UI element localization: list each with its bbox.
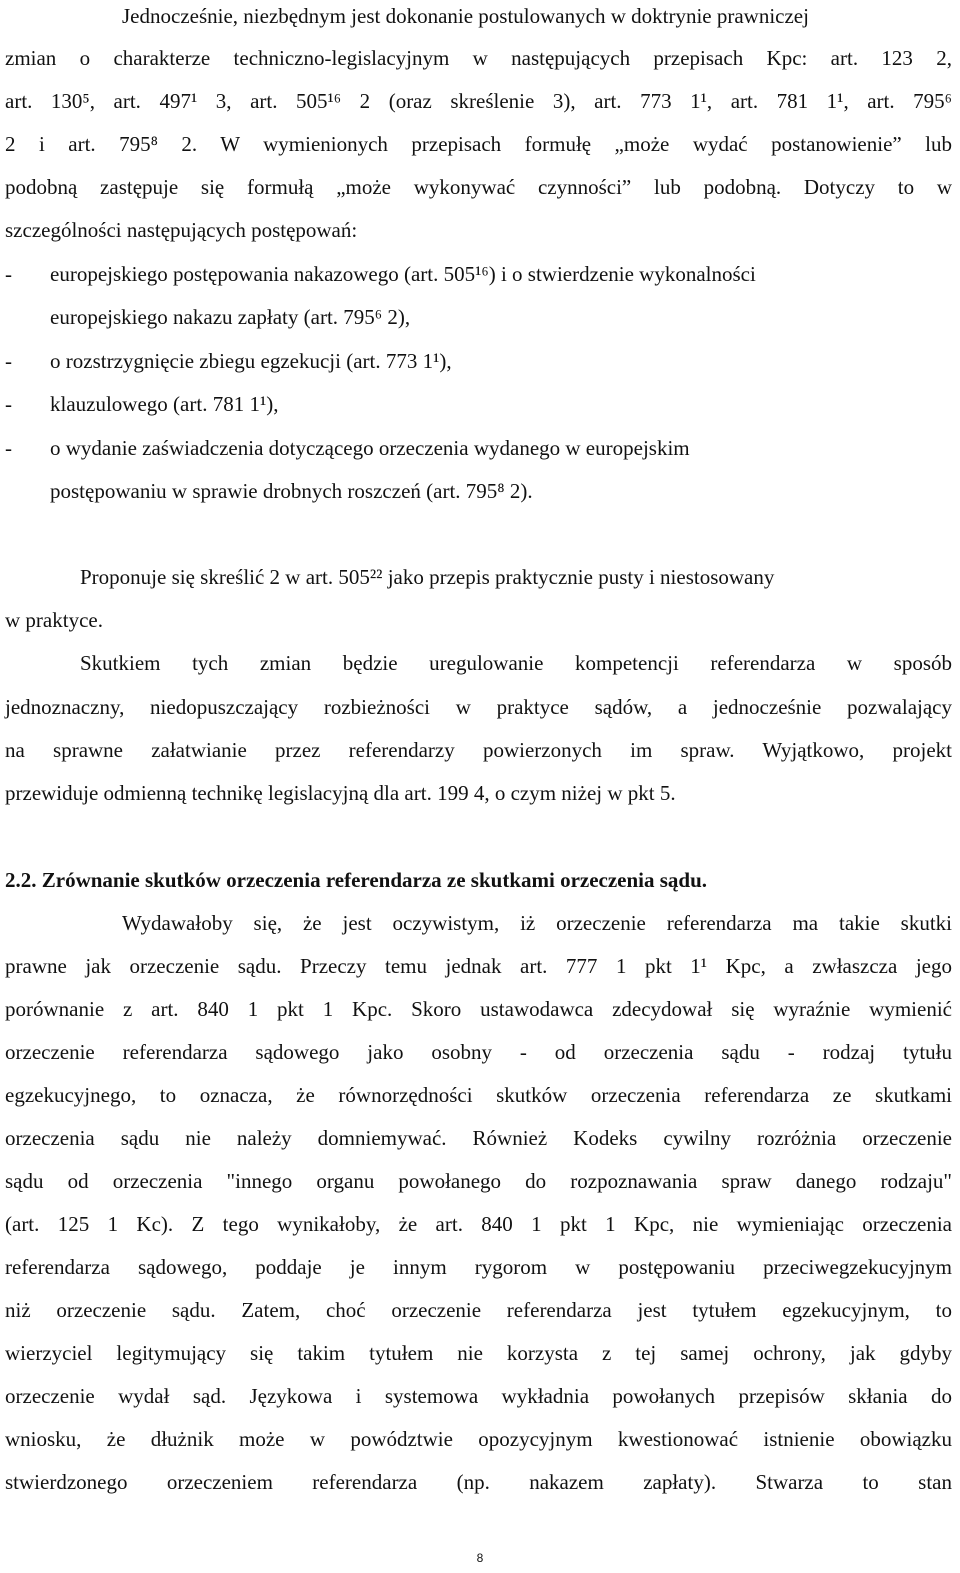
list-item-continuation: europejskiego nakazu zapłaty (art. 795⁶ 2), xyxy=(50,305,411,329)
paragraph-line: egzekucyjnego, to oznacza, że równorzędności skutków orzeczenia referendarza ze skutkami xyxy=(5,1083,952,1107)
paragraph-line: Wydawałoby się, że jest oczywistym, iż orzeczenie referendarza ma takie skutki xyxy=(122,911,952,935)
list-dash: - xyxy=(5,392,12,416)
list-item xyxy=(5,349,952,373)
paragraph-line: zmian o charakterze techniczno-legislacyjnym w następujących przepisach Kpc: art. 123 2, xyxy=(5,46,952,70)
list-item-text: europejskiego postępowania nakazowego (art. 505¹⁶) i o stwierdzenie wykonalności xyxy=(50,262,756,286)
paragraph-line: niż orzeczenie sądu. Zatem, choć orzeczenie referendarza jest tytułem egzekucyjnym, to xyxy=(5,1298,952,1322)
paragraph-line: przewiduje odmienną technikę legislacyjną dla art. 199 4, o czym niżej w pkt 5. xyxy=(5,781,676,805)
paragraph-line: (art. 125 1 Kc). Z tego wynikałoby, że art. 840 1 pkt 1 Kpc, nie wymieniając orzeczenia xyxy=(5,1212,952,1236)
list-item-text: klauzulowego (art. 781 1¹), xyxy=(50,392,279,416)
list-item xyxy=(5,262,952,286)
paragraph-line: szczególności następujących postępowań: xyxy=(5,218,358,242)
paragraph-line: orzeczenia sądu nie należy domniemywać. Również Kodeks cywilny rozróżnia orzeczenie xyxy=(5,1126,952,1150)
list-item-text: o wydanie zaświadczenia dotyczącego orzeczenia wydanego w europejskim xyxy=(50,436,690,460)
paragraph-line: wierzyciel legitymujący się takim tytułem nie korzysta z tej samej ochrony, jak gdyby xyxy=(5,1341,952,1365)
paragraph-line: prawne jak orzeczenie sądu. Przeczy temu jednak art. 777 1 pkt 1¹ Kpc, a zwłaszcza jego xyxy=(5,954,952,978)
list-dash: - xyxy=(5,436,12,460)
paragraph-line: wniosku, że dłużnik może w powództwie opozycyjnym kwestionować istnienie obowiązku xyxy=(5,1427,952,1451)
paragraph-line: stwierdzonego orzeczeniem referendarza (np. nakazem zapłaty). Stwarza to stan xyxy=(5,1470,952,1494)
list-item-continuation: postępowaniu w sprawie drobnych roszczeń (art. 795⁸ 2). xyxy=(50,479,533,503)
paragraph-line: orzeczenie wydał sąd. Językowa i systemowa wykładnia powołanych przepisów skłania do xyxy=(5,1384,952,1408)
section-heading: 2.2. Zrównanie skutków orzeczenia referendarza ze skutkami orzeczenia sądu. xyxy=(5,868,708,892)
paragraph-line: referendarza sądowego, poddaje je innym rygorom w postępowaniu przeciwegzekucyjnym xyxy=(5,1255,952,1279)
list-item-text: o rozstrzygnięcie zbiegu egzekucji (art. 773 1¹), xyxy=(50,349,452,373)
paragraph-line: sądu od orzeczenia "innego organu powołanego do rozpoznawania spraw danego rodzaju" xyxy=(5,1169,952,1193)
paragraph-line: podobną zastępuje się formułą „może wykonywać czynności” lub podobną. Dotyczy to w xyxy=(5,175,952,199)
paragraph-line: na sprawne załatwianie przez referendarzy powierzonych im spraw. Wyjątkowo, projekt xyxy=(5,738,952,762)
paragraph-line: jednoznaczny, niedopuszczający rozbieżności w praktyce sądów, a jednocześnie pozwalający xyxy=(5,695,952,719)
list-item xyxy=(5,392,952,416)
paragraph-line: Proponuje się skreślić 2 w art. 505²² jako przepis praktycznie pusty i niestosowany xyxy=(80,565,775,589)
paragraph-line: porównanie z art. 840 1 pkt 1 Kpc. Skoro ustawodawca zdecydował się wyraźnie wymienić xyxy=(5,997,952,1021)
paragraph-line: Jednocześnie, niezbędnym jest dokonanie postulowanych w doktrynie prawniczej xyxy=(122,4,809,28)
list-item xyxy=(5,436,952,460)
paragraph-line: Skutkiem tych zmian będzie uregulowanie kompetencji referendarza w sposób xyxy=(80,651,952,675)
page-number: 8 xyxy=(476,1551,484,1565)
paragraph-line: 2 i art. 795⁸ 2. W wymienionych przepisach formułę „może wydać postanowienie” lub xyxy=(5,132,952,156)
paragraph-line: orzeczenie referendarza sądowego jako osobny - od orzeczenia sądu - rodzaj tytułu xyxy=(5,1040,952,1064)
paragraph-line: art. 130⁵, art. 497¹ 3, art. 505¹⁶ 2 (oraz skreślenie 3), art. 773 1¹, art. 781 1¹, art. 795⁶ xyxy=(5,89,952,113)
list-dash: - xyxy=(5,349,12,373)
paragraph-line: w praktyce. xyxy=(5,608,103,632)
list-dash: - xyxy=(5,262,12,286)
